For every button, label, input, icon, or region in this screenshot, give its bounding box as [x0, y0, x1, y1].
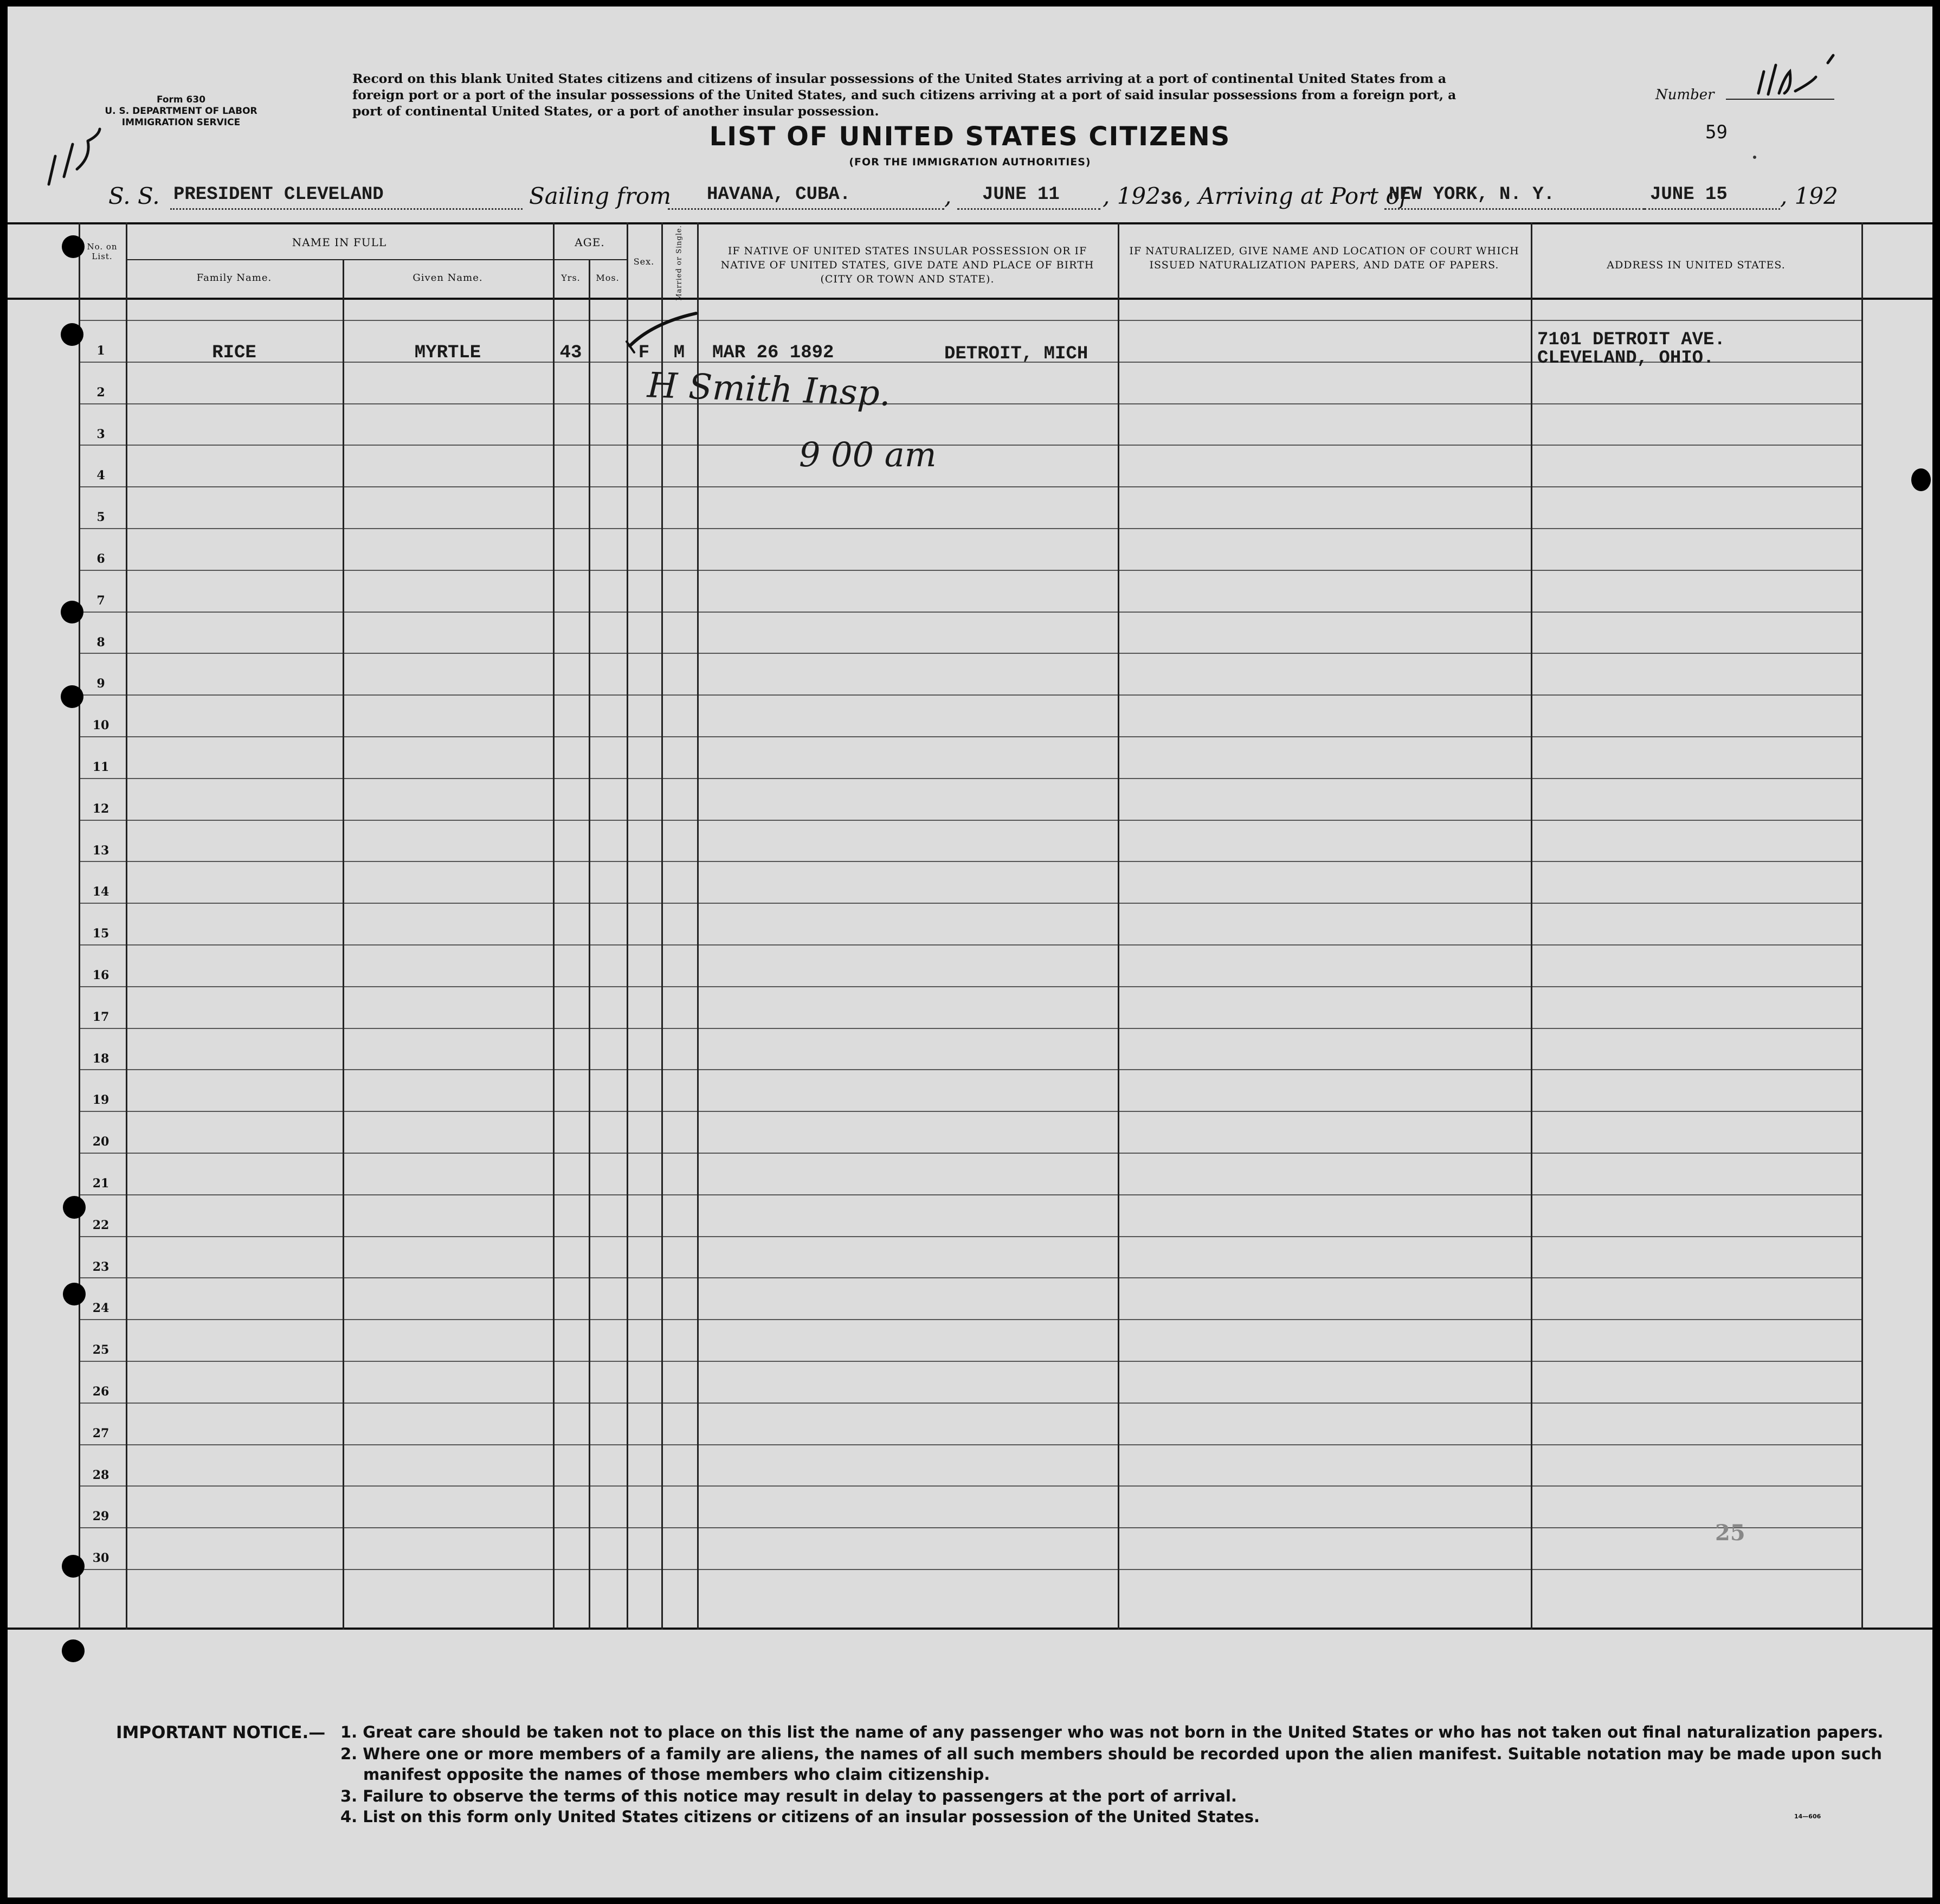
- row-rule: [79, 1153, 1862, 1154]
- col-divider-mos: [589, 260, 590, 1630]
- year-printed-2: 192: [1794, 183, 1838, 209]
- row-number: 27: [92, 1426, 109, 1440]
- notice-item-4: 4. List on this form only United States citizens or citizens of an insular possession of the United States.: [340, 1807, 1260, 1826]
- row-number: 18: [92, 1051, 109, 1066]
- form-code: 14—606: [1794, 1813, 1821, 1820]
- punch-hole: [63, 1196, 86, 1219]
- ship-name: PRESIDENT CLEVELAND: [173, 184, 384, 205]
- row-rule: [79, 1236, 1862, 1237]
- row-rule: [79, 1485, 1862, 1487]
- row-rule: [79, 445, 1862, 446]
- arriving-label: , Arriving at Port of: [1184, 183, 1408, 209]
- number-label: Number: [1655, 87, 1715, 103]
- row-number: 26: [92, 1385, 109, 1399]
- row-number: 30: [92, 1551, 109, 1566]
- sail-date: JUNE 11: [982, 184, 1060, 205]
- row-rule: [79, 861, 1862, 862]
- header-birth: IF NATIVE OF UNITED STATES INSULAR POSSESSION OR IF NATIVE OF UNITED STATES, GIVE DATE AND PLACE OF BIRTH (CITY OR TOWN AND STATE).: [720, 245, 1094, 285]
- intro-line-1: Record on this blank United States citizens and citizens of insular possessions of the United States arriving at a port of continental United States from a: [352, 71, 1447, 86]
- col-divider-birth: [697, 222, 699, 1630]
- row-rule: [79, 1444, 1862, 1445]
- from-port: HAVANA, CUBA.: [707, 184, 851, 205]
- row-number: 29: [92, 1509, 109, 1524]
- table-bottom-rule: [8, 1628, 1932, 1630]
- row-rule: [79, 1111, 1862, 1112]
- punch-hole: [1911, 468, 1931, 491]
- row-number: 13: [92, 843, 109, 858]
- col-divider-given: [343, 260, 344, 1630]
- header-family-name: Family Name.: [196, 272, 272, 284]
- row-number: 15: [92, 927, 109, 941]
- year-field: , 19236: [1103, 183, 1183, 210]
- row-rule: [79, 778, 1862, 779]
- row-number: 9: [96, 677, 105, 691]
- row-number: 22: [92, 1218, 109, 1232]
- row1-given-name: MYRTLE: [414, 343, 481, 363]
- row-number: 8: [96, 635, 105, 649]
- col-divider-right: [1861, 222, 1863, 1630]
- row-rule: [79, 320, 1862, 321]
- row-number: 24: [92, 1301, 109, 1316]
- punch-hole: [62, 1639, 85, 1662]
- inspector-signature: H Smith Insp.: [646, 365, 892, 414]
- row-number: 23: [92, 1259, 109, 1274]
- row-rule: [79, 986, 1862, 987]
- punch-hole: [61, 323, 83, 346]
- row-rule: [79, 1569, 1862, 1570]
- row-rule: [79, 694, 1862, 696]
- row-number: 16: [92, 968, 109, 982]
- row-number: 3: [96, 427, 105, 441]
- year-typed: 36: [1160, 189, 1183, 210]
- year-printed: 192: [1117, 183, 1161, 209]
- row-rule: [79, 486, 1862, 487]
- row-number: 1: [96, 344, 105, 358]
- header-bottom-rule: [8, 298, 1932, 300]
- handwritten-number: [1752, 55, 1844, 104]
- row-number: 10: [92, 718, 109, 733]
- page-title: LIST OF UNITED STATES CITIZENS: [709, 121, 1231, 152]
- row-number: 7: [96, 593, 105, 608]
- arrive-year-field: , 192: [1780, 183, 1838, 209]
- header-address: ADDRESS IN UNITED STATES.: [1607, 259, 1786, 271]
- row-number: 4: [96, 468, 105, 483]
- punch-hole: [62, 235, 85, 258]
- intro-paragraph: [352, 70, 1599, 119]
- row-number: 28: [92, 1468, 109, 1482]
- row-number: 2: [96, 385, 105, 400]
- col-divider-yrs: [553, 222, 555, 1630]
- comma-1: ,: [944, 183, 952, 209]
- notice-item-3: 3. Failure to observe the terms of this notice may result in delay to passengers at the port of arrival.: [340, 1787, 1237, 1805]
- header-no: No. on List.: [87, 242, 118, 261]
- form-number: Form 630: [156, 94, 206, 105]
- row-number: 25: [92, 1343, 109, 1358]
- row1-address-line2: CLEVELAND, OHIO.: [1537, 348, 1715, 369]
- department-label: U. S. DEPARTMENT OF LABOR: [105, 106, 257, 117]
- col-divider-family: [126, 222, 127, 1630]
- bottom-stamp: 25: [1715, 1520, 1745, 1546]
- row-number: 17: [92, 1009, 109, 1024]
- row1-birth-date: MAR 26 1892: [712, 343, 834, 363]
- row-number: 6: [96, 552, 105, 566]
- header-sex: Sex.: [633, 256, 655, 267]
- to-port-line: [1384, 208, 1645, 210]
- service-label: IMMIGRATION SERVICE: [121, 117, 241, 128]
- to-port: NEW YORK, N. Y.: [1389, 184, 1555, 205]
- row1-marital: M: [673, 343, 685, 363]
- intro-line-2: foreign port or a port of the insular possessions of the United States, and such citizens arriving at a port of said insular possessions from a foreign port, a: [352, 87, 1456, 102]
- row1-address-line1: 7101 DETROIT AVE.: [1537, 330, 1725, 350]
- age-subheader-rule: [553, 259, 627, 260]
- arrive-date: JUNE 15: [1650, 184, 1728, 205]
- row-rule: [79, 1361, 1862, 1362]
- header-married-cell: [661, 225, 697, 301]
- row1-birth-place: DETROIT, MICH: [944, 344, 1088, 364]
- row-rule: [79, 1403, 1862, 1404]
- row-number: 20: [92, 1135, 109, 1149]
- row1-sex: F: [638, 343, 650, 363]
- manifest-page: [8, 7, 1932, 1897]
- row-rule: [79, 653, 1862, 654]
- arrive-date-line: [1645, 208, 1780, 210]
- row-rule: [79, 1069, 1862, 1070]
- row-number: 11: [92, 760, 109, 774]
- row-rule: [79, 403, 1862, 404]
- stamp-number: 59: [1705, 121, 1728, 143]
- row-rule: [79, 1277, 1862, 1278]
- intro-line-3: port of continental United States, or a port of another insular possession.: [352, 104, 879, 119]
- page-subtitle: (FOR THE IMMIGRATION AUTHORITIES): [849, 156, 1091, 168]
- row-rule: [79, 903, 1862, 904]
- name-subheader-rule: [126, 259, 553, 260]
- col-divider-sex: [627, 222, 628, 1630]
- header-yrs: Yrs.: [561, 273, 581, 283]
- row-number: 14: [92, 885, 109, 899]
- row-rule: [79, 612, 1862, 613]
- header-married: Married or Single.: [675, 225, 684, 301]
- row-number: 12: [92, 801, 109, 816]
- col-divider-naturalized: [1118, 222, 1119, 1630]
- row-rule: [79, 820, 1862, 821]
- notice-item-2: 2. Where one or more members of a family are aliens, the names of all such members should be recorded upon the alien manifest. Suitable notation may be made upon such: [340, 1745, 1882, 1763]
- row-rule: [79, 1527, 1862, 1528]
- row-rule: [79, 528, 1862, 529]
- row-rule: [79, 944, 1862, 945]
- ship-line: [170, 208, 523, 210]
- header-given-name: Given Name.: [413, 272, 483, 284]
- row1-family-name: RICE: [212, 343, 256, 363]
- col-divider-address: [1531, 222, 1532, 1630]
- row-number: 21: [92, 1176, 109, 1191]
- punch-hole: [61, 601, 83, 623]
- check-mark: [615, 310, 701, 370]
- row-number: 5: [96, 510, 105, 525]
- header-age: AGE.: [575, 236, 605, 249]
- row-number: 19: [92, 1093, 109, 1108]
- punch-hole: [61, 685, 83, 708]
- from-port-line: [668, 208, 944, 210]
- header-name-in-full: NAME IN FULL: [292, 236, 387, 249]
- header-mos: Mos.: [596, 273, 620, 283]
- table-top-rule: [8, 222, 1932, 224]
- inspection-time: 9 00 am: [799, 435, 937, 474]
- row-rule: [79, 570, 1862, 571]
- row-rule: [79, 1028, 1862, 1029]
- notice-item-1: 1. Great care should be taken not to place on this list the name of any passenger who was not born in the United States or who has not taken out final naturalization papers.: [340, 1723, 1884, 1741]
- header-naturalized: IF NATURALIZED, GIVE NAME AND LOCATION OF COURT WHICH ISSUED NATURALIZATION PAPERS, AND DATE OF PAPERS.: [1129, 245, 1519, 271]
- ss-label: S. S.: [108, 183, 160, 209]
- row-rule: [79, 1319, 1862, 1320]
- notice-item-2-cont: manifest opposite the names of those members who claim citizenship.: [363, 1765, 990, 1784]
- row-rule: [79, 736, 1862, 737]
- sailing-label: Sailing from: [529, 183, 672, 209]
- notice-heading: IMPORTANT NOTICE.—: [116, 1723, 326, 1742]
- sail-date-line: [957, 208, 1100, 210]
- punch-hole: [63, 1283, 86, 1305]
- row1-address: [1537, 331, 1725, 368]
- col-divider-married: [661, 222, 663, 1630]
- punch-hole: [62, 1555, 85, 1578]
- row1-age-yrs: 43: [559, 343, 582, 363]
- row-rule: [79, 1194, 1862, 1195]
